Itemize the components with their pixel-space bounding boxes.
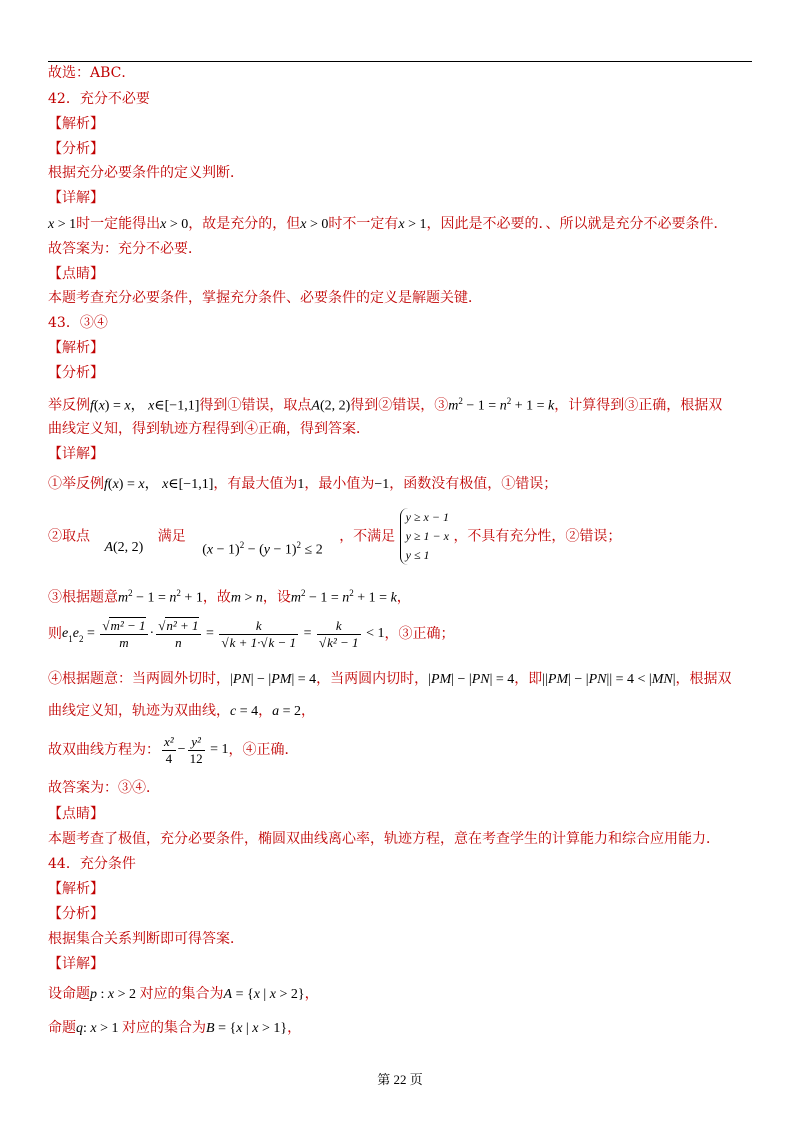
q42-title: 42．充分不必要 [48, 91, 150, 107]
q43-step3-line2: 则$e_1e_2$ = $\frac{\text{√m² − 1}}{m}$ · $\frac{\text{√n² + 1}}{n}$ = $\frac{k}{√k + 1\cdot√k - 1}$ = $\frac{k}{\text{√k² − 1}}$ < 1，③正确； [48, 617, 455, 650]
q43-answer: 故答案为：③④． [48, 780, 160, 796]
q44-line2: 命题q: x > 1 对应的集合为B = {x | x > 1}， [48, 1020, 302, 1036]
q43-step2: ②取点 A(2, 2) 满足 $(x - 1)^2 - (y - 1)^2 \le 2$ ，不满足 y ≥ x − 1 y ≥ 1 − x y ≤ 1 ，不具有充分性，②错误； [48, 508, 621, 565]
q43-xiangjie-tag: 【详解】 [48, 446, 104, 462]
q43-fenxi-tag: 【分析】 [48, 365, 104, 381]
q43-dianjing-tag: 【点睛】 [48, 806, 104, 822]
q44-jiexi-tag: 【解析】 [48, 881, 104, 897]
q43-step1: ①举反例f(x) = x， x∈[−1,1]，有最大值为1，最小值为−1，函数没有极值，①错误； [48, 476, 558, 492]
q44-fenxi: 根据集合关系判断即可得答案． [48, 931, 244, 947]
q43-fenxi-line1: 举反例f(x) = x， x∈[−1,1]得到①错误，取点A(2, 2)得到②错误，$③m^2 - 1 = n^2 + 1 = k$，计算得到③正确，根据双 [48, 396, 723, 414]
q43-step4-line2: 曲线定义知，轨迹为双曲线，c = 4，a = 2， [48, 703, 316, 719]
q43-step4-line3: 故双曲线方程为： $\frac{\text{x²}}{4}$ − $\frac{\text{y²}}{12}$ = 1，④正确． [48, 733, 299, 766]
q43-title: 43．③④ [48, 315, 108, 331]
q43-step3-line1: ③根据题意$m^2 - 1 = n^2 + 1$，故m > n，设$m^2 - 1 = n^2 + 1 = k$， [48, 588, 411, 606]
q44-title: 44．充分条件 [48, 856, 136, 872]
q43-step4-line1: ④根据题意：当两圆外切时，|PN| − |PM| = 4，当两圆内切时，|PM| − |PN| = 4，即||PM| − |PN|| = 4 < |MN|，根据双 [48, 671, 732, 687]
page-number: 第 22 页 [377, 1072, 423, 1087]
q42-fenxi-tag: 【分析】 [48, 141, 104, 157]
q43-jiexi-tag: 【解析】 [48, 340, 104, 356]
q42-dianjing: 本题考查充分必要条件，掌握充分条件、必要条件的定义是解题关键． [48, 290, 482, 306]
q42-xiangjie: x > 1时一定能得出x > 0，故是充分的，但x > 0时不一定有x > 1，因此是不必要的．、所以就是充分不必要条件． [48, 216, 728, 232]
q42-fenxi: 根据充分必要条件的定义判断． [48, 165, 244, 181]
q44-line1: 设命题p : x > 2 对应的集合为A = {x | x > 2}， [48, 986, 319, 1002]
q43-dianjing: 本题考查了极值，充分必要条件，椭圆双曲线离心率，轨迹方程，意在考查学生的计算能力和综合应用能力． [48, 831, 720, 847]
q42-dianjing-tag: 【点睛】 [48, 266, 104, 282]
q43-fenxi-line2: 曲线定义知，得到轨迹方程得到④正确，得到答案． [48, 421, 370, 437]
q44-xiangjie-tag: 【详解】 [48, 956, 104, 972]
q42-answer: 故答案为：充分不必要． [48, 241, 202, 257]
header-rule [48, 61, 752, 62]
q41-conclusion: 故选：ABC． [48, 65, 136, 81]
q42-xiangjie-tag: 【详解】 [48, 190, 104, 206]
q42-jiexi-tag: 【解析】 [48, 116, 104, 132]
q44-fenxi-tag: 【分析】 [48, 906, 104, 922]
